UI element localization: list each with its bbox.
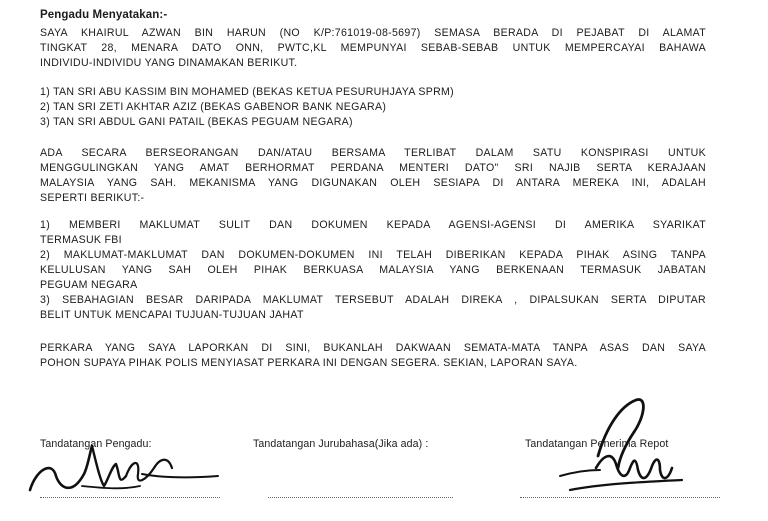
allegation-line: SEPERTI BERIKUT:- bbox=[40, 192, 145, 204]
closing-line: PERKARA YANG SAYA LAPORKAN DI SINI, BUKANLAH DAKWAAN SEMATA-MATA TANPA ASAS DAN SAYA bbox=[40, 342, 706, 354]
closing-line: POHON SUPAYA PIHAK POLIS MENYIASAT PERKARA INI DENGAN SEGERA. SEKIAN, LAPORAN SAYA. bbox=[40, 357, 578, 369]
allegation-paragraph bbox=[40, 146, 706, 206]
individual-item: 2) TAN SRI ZETI AKHTAR AZIZ (BEKAS GABENOR BANK NEGARA) bbox=[40, 101, 387, 113]
intro-line: TINGKAT 28, MENARA DATO ONN, PWTC,KL MEMPUNYAI SEBAB-SEBAB UNTUK MEMPERCAYAI BAHAWA bbox=[40, 42, 706, 54]
mechanism-line: PEGUAM NEGARA bbox=[40, 279, 138, 291]
closing-paragraph bbox=[40, 341, 706, 371]
allegation-line: MENGGULINGKAN YANG AMAT BERHORMAT PERDANA MENTERI DATO" SRI NAJIB SERTA KERAJAAN bbox=[40, 162, 706, 174]
mechanism-line: 3) SEBAHAGIAN BESAR DARIPADA MAKLUMAT TERSEBUT ADALAH DIREKA , DIPALSUKAN SERTA DIPUTAR bbox=[40, 294, 706, 306]
complainant-signature-label: Tandatangan Pengadu: bbox=[40, 438, 152, 450]
mechanism-line: 2) MAKLUMAT-MAKLUMAT DAN DOKUMEN-DOKUMEN INI TELAH DIBERIKAN KEPADA PIHAK ASING TANPA bbox=[40, 249, 706, 261]
statement-heading: Pengadu Menyatakan:- bbox=[40, 9, 168, 21]
interpreter-signature-line bbox=[268, 497, 453, 498]
mechanism-line: TERMASUK FBI bbox=[40, 234, 122, 246]
mechanism-line: 1) MEMBERI MAKLUMAT SULIT DAN DOKUMEN KEPADA AGENSI-AGENSI DI AMERIKA SYARIKAT bbox=[40, 219, 706, 231]
intro-paragraph bbox=[40, 26, 706, 71]
allegation-line: MALAYSIA YANG SAH. MEKANISMA YANG DIGUNAKAN OLEH SESIAPA DI ANTARA MEREKA INI, ADALAH bbox=[40, 177, 706, 189]
allegation-line: ADA SECARA BERSEORANGAN DAN/ATAU BERSAMA TERLIBAT DALAM SATU KONSPIRASI UNTUK bbox=[40, 147, 706, 159]
intro-line: INDIVIDU-INDIVIDU YANG DINAMAKAN BERIKUT. bbox=[40, 57, 298, 69]
interpreter-signature-label: Tandatangan Jurubahasa(Jika ada) : bbox=[253, 438, 429, 450]
mechanism-line: KELULUSAN YANG SAH OLEH PIHAK BERKUASA MALAYSIA YANG BERKENAAN TERMASUK JABATAN bbox=[40, 264, 706, 276]
individual-item: 1) TAN SRI ABU KASSIM BIN MOHAMED (BEKAS KETUA PESURUHJAYA SPRM) bbox=[40, 86, 454, 98]
mechanisms-list bbox=[40, 218, 706, 323]
individual-item: 3) TAN SRI ABDUL GANI PATAIL (BEKAS PEGUAM NEGARA) bbox=[40, 116, 353, 128]
receiver-signature-label: Tandatangan Penerima Repot bbox=[525, 438, 669, 450]
receiver-signature-mark bbox=[560, 398, 700, 498]
individuals-list bbox=[40, 85, 706, 130]
complainant-signature-mark bbox=[22, 430, 222, 510]
intro-line: SAYA KHAIRUL AZWAN BIN HARUN (NO K/P:761019-08-5697) SEMASA BERADA DI PEJABAT DI ALAMAT bbox=[40, 27, 706, 39]
mechanism-line: BELIT UNTUK MENCAPAI TUJUAN-TUJUAN JAHAT bbox=[40, 309, 304, 321]
